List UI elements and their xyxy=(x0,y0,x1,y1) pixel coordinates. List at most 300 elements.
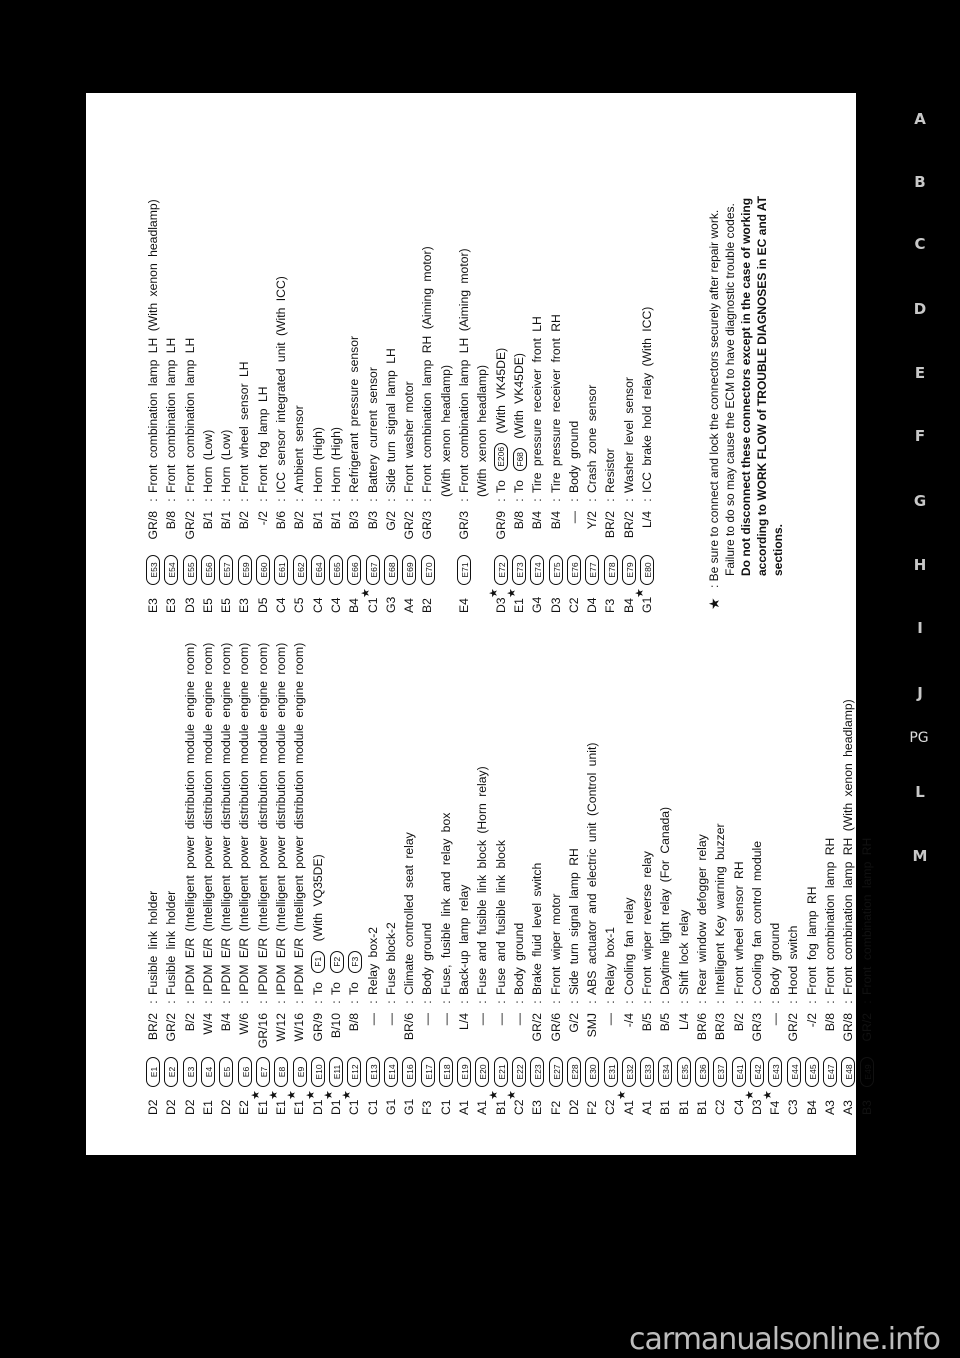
wire-color: — xyxy=(475,1013,490,1026)
wire-color: GR/2 xyxy=(182,511,197,540)
star-icon: ★ xyxy=(762,1090,775,1100)
note-bold-2: according to WORK FLOW of TROUBLE DIAGNOSES in EC and AT xyxy=(755,196,769,576)
connector-description: Hood switch xyxy=(786,925,801,995)
connector-description: Daytime light relay (For Canada) xyxy=(658,806,673,995)
connector-badge: E35 xyxy=(677,1057,691,1087)
connector-row xyxy=(487,643,510,1115)
connector-description: Battery current sensor xyxy=(365,367,380,493)
connector-badge: E12 xyxy=(347,1057,361,1087)
connector-description: Front washer motor xyxy=(402,381,417,493)
separator: : xyxy=(804,1000,819,1004)
connector-description: Horn (Low) xyxy=(200,429,215,493)
connector-description: Climate controlled seat relay xyxy=(402,832,417,995)
connector-badge-inline: F68 xyxy=(513,448,527,471)
connector-badge: E2 xyxy=(164,1057,178,1087)
connector-description: IPDM E/R (Intelligent power distribution module engine room) xyxy=(237,642,252,995)
separator: : xyxy=(237,498,252,502)
wire-color: — xyxy=(365,1013,380,1026)
connector-row xyxy=(382,199,400,613)
grid-location: B4 xyxy=(347,598,362,613)
grid-location: E1 ★ xyxy=(510,591,528,613)
connector-badge: E4 xyxy=(201,1057,215,1087)
connector-description: Front combination lamp LH xyxy=(182,337,197,493)
connector-badge-inline: F3 xyxy=(348,951,362,973)
note-line-1: : Be sure to connect and lock the connectors securely after repair work. xyxy=(707,209,721,588)
connector-description: To F2 xyxy=(327,948,345,995)
connector-description: Intelligent Key warning buzzer xyxy=(713,823,728,995)
grid-location: E1 ★ xyxy=(272,1093,290,1115)
connector-description: Cooling fan relay xyxy=(621,897,636,995)
grid-location: F2 xyxy=(548,1100,563,1115)
connector-list-right xyxy=(144,199,656,613)
connector-description: Resistor xyxy=(603,448,618,493)
grid-location: D3 ★ xyxy=(748,1093,766,1115)
grid-location: G1 xyxy=(402,1098,417,1115)
connector-badge: E75 xyxy=(549,555,563,585)
wire-color: G/2 xyxy=(383,511,398,531)
separator: : xyxy=(640,1000,655,1004)
connector-description: Horn (High) xyxy=(310,427,325,493)
section-tab-pg[interactable]: PG xyxy=(909,730,929,746)
connector-description: Refrigerant pressure sensor xyxy=(347,335,362,493)
separator: : xyxy=(146,498,160,502)
connector-description: Tire pressure receiver front RH xyxy=(548,314,563,493)
connector-row xyxy=(217,643,235,1115)
wire-color: G/2 xyxy=(566,1013,581,1033)
connector-row xyxy=(345,199,363,613)
grid-location: E4 xyxy=(457,598,472,613)
star-icon: ★ xyxy=(505,1090,518,1100)
star-icon: ★ xyxy=(505,588,518,598)
connector-description: Front combination lamp LH xyxy=(164,337,179,493)
connector-description: Front wheel sensor RH xyxy=(731,861,746,995)
grid-location: B1 xyxy=(694,1100,709,1115)
grid-location: A3 xyxy=(841,1100,856,1115)
connector-row xyxy=(839,643,857,1115)
connector-badge: E64 xyxy=(311,555,325,585)
connector-description: Horn (High) xyxy=(328,427,343,493)
wire-color: BR/2 xyxy=(621,511,636,539)
connector-description: Front combination lamp LH (With xenon headlamp) xyxy=(146,199,160,493)
separator: : xyxy=(255,498,270,502)
connector-row-continued xyxy=(473,199,491,613)
wire-color: L/4 xyxy=(676,1013,691,1030)
wire-color: — xyxy=(768,1013,783,1026)
wire-color: B/2 xyxy=(292,511,307,530)
separator: : xyxy=(420,1000,435,1004)
section-tab-m[interactable]: M xyxy=(912,847,928,865)
connector-badge: E31 xyxy=(604,1057,618,1087)
connector-row xyxy=(217,199,235,613)
grid-location: E1 xyxy=(200,1100,215,1115)
grid-location: D4 xyxy=(585,597,600,613)
connector-description: Body ground xyxy=(511,922,526,995)
star-icon: ★ xyxy=(286,1090,299,1100)
connector-description: Horn (Low) xyxy=(219,429,234,493)
separator: : xyxy=(383,1000,398,1004)
separator: : xyxy=(841,1000,856,1004)
connector-row xyxy=(565,199,583,613)
connector-row xyxy=(487,199,510,613)
connector-badge: E44 xyxy=(787,1057,801,1087)
wire-color: B/8 xyxy=(347,1013,362,1032)
separator: : xyxy=(420,498,435,502)
connector-description: Body ground xyxy=(768,922,783,995)
connector-badge: E18 xyxy=(439,1057,453,1087)
separator: : xyxy=(859,1000,874,1004)
grid-location: D3 ★ xyxy=(492,591,510,613)
connector-row xyxy=(418,199,436,613)
grid-location: A3 xyxy=(822,1100,837,1115)
connector-row xyxy=(181,199,199,613)
connector-description: Cooling fan control module xyxy=(749,841,764,995)
grid-location: A1 ★ xyxy=(620,1093,638,1115)
grid-location: E3 xyxy=(164,598,179,613)
connector-badge: E1 xyxy=(146,1057,160,1087)
wire-color: B/4 xyxy=(530,511,545,530)
section-tab-g[interactable]: G xyxy=(913,492,927,510)
connector-description: Relay box-1 xyxy=(603,926,618,995)
grid-location: D1 ★ xyxy=(309,1093,327,1115)
connector-badge: E45 xyxy=(805,1057,819,1087)
connector-description: IPDM E/R (Intelligent power distribution module engine room) xyxy=(219,642,234,995)
section-tab-h[interactable]: H xyxy=(913,556,927,574)
wire-color: GR/3 xyxy=(749,1013,764,1042)
wire-color: B/1 xyxy=(328,511,343,530)
connector-badge: E61 xyxy=(274,555,288,585)
grid-location: C3 xyxy=(786,1099,801,1115)
connector-row xyxy=(327,199,345,613)
connector-badge: E14 xyxy=(384,1057,398,1087)
connector-badge: E22 xyxy=(512,1057,526,1087)
connector-description: IPDM E/R (Intelligent power distribution module engine room) xyxy=(200,642,215,995)
grid-location: F3 xyxy=(603,598,618,613)
connector-row xyxy=(601,199,619,613)
connector-badge: E74 xyxy=(530,555,544,585)
connector-description: Back-up lamp relay xyxy=(457,884,472,995)
connector-description: Fusible link holder xyxy=(164,890,179,995)
connector-badge: E41 xyxy=(732,1057,746,1087)
wire-color: BR/6 xyxy=(402,1013,417,1041)
separator: : xyxy=(621,1000,636,1004)
connector-row xyxy=(634,199,656,613)
grid-location: D2 xyxy=(182,1099,197,1115)
grid-location: E2 xyxy=(237,1100,252,1115)
grid-location: G1 xyxy=(383,1098,398,1115)
connector-badge: E71 xyxy=(457,555,471,585)
connector-row xyxy=(341,643,363,1115)
wire-color: GR/16 xyxy=(255,1013,270,1049)
wire-color: B/8 xyxy=(164,511,179,530)
connector-badge: E70 xyxy=(421,555,435,585)
star-icon: ★ xyxy=(634,588,647,598)
wire-color: BR/6 xyxy=(694,1013,709,1041)
wire-color: Y/2 xyxy=(585,511,600,530)
connector-row xyxy=(547,643,565,1115)
section-tab-b[interactable]: B xyxy=(914,173,926,191)
grid-location: E1 ★ xyxy=(254,1093,272,1115)
connector-badge: E9 xyxy=(293,1057,307,1087)
connector-description: To E206 (With VK45DE) xyxy=(493,347,508,493)
connector-row xyxy=(199,643,217,1115)
wire-color: W/12 xyxy=(274,1013,289,1042)
watermark: carmanualsonline.info xyxy=(629,1322,940,1357)
wire-color: GR/6 xyxy=(548,1013,563,1042)
separator: : xyxy=(566,498,581,502)
grid-location: G3 xyxy=(383,596,398,613)
section-tab-a[interactable]: A xyxy=(914,110,926,128)
wire-color: GR/2 xyxy=(530,1013,545,1042)
connector-row xyxy=(583,199,601,613)
section-tab-c[interactable]: C xyxy=(914,235,926,253)
connector-badge: E30 xyxy=(585,1057,599,1087)
separator: : xyxy=(164,498,179,502)
connector-badge: E6 xyxy=(238,1057,252,1087)
connector-badge: E47 xyxy=(823,1057,837,1087)
grid-location: F2 xyxy=(585,1100,600,1115)
separator: : xyxy=(182,1000,197,1004)
connector-badge: E13 xyxy=(366,1057,380,1087)
wire-color: -/2 xyxy=(255,511,270,526)
wire-color: GR/2 xyxy=(859,1013,874,1042)
separator: : xyxy=(164,1000,179,1004)
connector-badge: E79 xyxy=(622,555,636,585)
grid-location: A4 xyxy=(402,598,417,613)
connector-description: Body ground xyxy=(420,922,435,995)
wire-color: — xyxy=(493,1013,508,1026)
grid-location: D1 ★ xyxy=(327,1093,345,1115)
connector-row xyxy=(290,199,308,613)
separator: : xyxy=(292,1000,307,1004)
separator: : xyxy=(585,498,600,502)
separator: : xyxy=(457,1000,472,1004)
star-icon: ★ xyxy=(304,1090,317,1100)
connector-description: Rear window defogger relay xyxy=(694,834,709,995)
connector-badge: E11 xyxy=(329,1057,343,1087)
section-tab-i[interactable]: I xyxy=(917,619,923,637)
star-icon: ★ xyxy=(249,1090,262,1100)
separator: : xyxy=(822,1000,837,1004)
grid-location: G4 xyxy=(530,596,545,613)
separator: : xyxy=(402,1000,417,1004)
connector-row xyxy=(235,643,253,1115)
connector-description: Side turn signal lamp RH xyxy=(566,848,581,995)
grid-location: D3 xyxy=(548,597,563,613)
connector-row xyxy=(620,199,638,613)
connector-badge-inline: E206 xyxy=(494,443,508,471)
connector-badge: E36 xyxy=(695,1057,709,1087)
connector-badge: E55 xyxy=(183,555,197,585)
connector-description: IPDM E/R (Intelligent power distribution module engine room) xyxy=(274,642,289,995)
grid-location: B1 xyxy=(658,1100,673,1115)
connector-row xyxy=(601,643,619,1115)
connector-row xyxy=(656,643,674,1115)
connector-row xyxy=(254,199,272,613)
connector-badge: E66 xyxy=(347,555,361,585)
wire-color: B/3 xyxy=(347,511,362,530)
connector-row xyxy=(505,199,528,613)
connector-row xyxy=(199,199,217,613)
connector-row xyxy=(322,643,345,1115)
grid-location: E5 xyxy=(219,598,234,613)
connector-badge: E43 xyxy=(768,1057,782,1087)
rotated-content xyxy=(86,93,874,1155)
connector-badge: E57 xyxy=(219,555,233,585)
wire-color: — xyxy=(603,1013,618,1026)
connector-description: Front wheel sensor LH xyxy=(237,361,252,493)
grid-location: B4 xyxy=(804,1100,819,1115)
grid-location: C1 xyxy=(365,1099,380,1115)
wire-color: B/2 xyxy=(731,1013,746,1032)
wire-color: B/4 xyxy=(548,511,563,530)
connector-badge: E48 xyxy=(841,1057,855,1087)
connector-row xyxy=(730,643,748,1115)
connector-row xyxy=(364,643,382,1115)
note-bold-1: Do not disconnect these connectors except in the case of working xyxy=(739,197,753,576)
grid-location: A1 xyxy=(640,1100,655,1115)
manual-page xyxy=(86,93,874,1155)
connector-row xyxy=(675,643,693,1115)
star-icon: ★ xyxy=(268,1090,281,1100)
section-tab-strip xyxy=(876,90,960,990)
grid-location: C4 xyxy=(731,1099,746,1115)
star-icon: ★ xyxy=(322,1090,335,1100)
separator: : xyxy=(237,1000,252,1004)
connector-row xyxy=(418,643,436,1115)
connector-row xyxy=(382,643,400,1115)
connector-badge: E5 xyxy=(219,1057,233,1087)
wire-color: SMJ xyxy=(585,1013,600,1038)
connector-row xyxy=(784,643,802,1115)
separator: : xyxy=(328,498,343,502)
wire-color: L/4 xyxy=(640,511,655,528)
connector-description: Shift lock relay xyxy=(676,909,691,995)
connector-row xyxy=(547,199,565,613)
grid-location: C1 ★ xyxy=(364,591,382,613)
connector-description: Ambient sensor xyxy=(292,405,307,493)
separator: : xyxy=(457,498,472,502)
connector-row xyxy=(144,199,162,613)
connector-description: Brake fluid level switch xyxy=(530,862,545,995)
connector-description: Fuse and fusible link block xyxy=(493,840,508,995)
grid-location: C4 xyxy=(328,597,343,613)
grid-location: D2 xyxy=(164,1099,179,1115)
connector-description: Front combination lamp RH (Aiming motor) xyxy=(420,246,435,493)
wire-color: B/1 xyxy=(310,511,325,530)
grid-location: G1 ★ xyxy=(638,591,656,613)
separator: : xyxy=(274,498,289,502)
connector-row xyxy=(565,643,583,1115)
connector-description: To F1 (With VQ35DE) xyxy=(310,854,325,995)
wire-color: GR/2 xyxy=(164,1013,179,1042)
separator: : xyxy=(566,1000,581,1004)
connector-list-left xyxy=(144,643,876,1115)
wire-color: GR/2 xyxy=(402,511,417,540)
connector-description: Front combination lamp RH xyxy=(822,837,837,995)
wire-color: GR/9 xyxy=(493,511,508,540)
connector-description: (With xenon headlamp) xyxy=(438,365,453,497)
connector-description: Front combination lamp RH xyxy=(859,837,874,995)
connector-row xyxy=(162,643,180,1115)
connector-description: Front combination lamp RH (With xenon headlamp) xyxy=(841,699,856,995)
connector-description: To F3 xyxy=(345,948,363,995)
separator: : xyxy=(694,1000,709,1004)
connector-badge: E20 xyxy=(475,1057,489,1087)
separator: : xyxy=(493,498,508,502)
connector-row xyxy=(803,643,821,1115)
connector-badge: E23 xyxy=(530,1057,544,1087)
grid-location: D2 xyxy=(146,1099,160,1115)
grid-location: A1 xyxy=(475,1100,490,1115)
grid-location: E5 xyxy=(200,598,215,613)
section-tab-e[interactable]: E xyxy=(914,364,926,382)
separator: : xyxy=(713,1000,728,1004)
separator: : xyxy=(548,1000,563,1004)
connector-row xyxy=(762,643,784,1115)
connector-row xyxy=(743,643,766,1115)
connector-description: Fusible link holder xyxy=(146,890,160,995)
section-tab-f[interactable]: F xyxy=(914,427,926,445)
separator: : xyxy=(530,1000,545,1004)
connector-badge: E7 xyxy=(256,1057,270,1087)
connector-badge: E72 xyxy=(494,555,508,585)
separator: : xyxy=(365,498,380,502)
connector-description: Fuse block-2 xyxy=(383,922,398,995)
note-bold-3: sections. xyxy=(771,523,785,576)
connector-description: Relay box-2 xyxy=(365,926,380,995)
section-tab-d[interactable]: D xyxy=(913,300,927,318)
connector-description: Side turn signal lamp LH xyxy=(383,348,398,493)
grid-location: B3 xyxy=(859,1100,874,1115)
separator: : xyxy=(219,1000,234,1004)
grid-location: B4 xyxy=(621,598,636,613)
grid-location: D3 xyxy=(182,597,197,613)
grid-location: C2 xyxy=(713,1099,728,1115)
connector-badge: E3 xyxy=(183,1057,197,1087)
wire-color: B/1 xyxy=(219,511,234,530)
wire-color: — xyxy=(438,1013,453,1026)
connector-row xyxy=(473,643,491,1115)
wire-color: B/1 xyxy=(200,511,215,530)
connector-badge: E21 xyxy=(494,1057,508,1087)
grid-location: D2 xyxy=(566,1099,581,1115)
separator: : xyxy=(255,1000,270,1004)
wire-color: B/5 xyxy=(658,1013,673,1032)
connector-description: ICC brake hold relay (With ICC) xyxy=(640,306,655,493)
connector-row xyxy=(615,643,638,1115)
connector-row xyxy=(693,643,711,1115)
separator: : xyxy=(219,498,234,502)
wire-color: B/5 xyxy=(640,1013,655,1032)
separator: : xyxy=(475,1000,490,1004)
connector-description: Front fog lamp LH xyxy=(255,386,270,493)
section-tab-j[interactable]: J xyxy=(917,684,923,702)
connector-description: ABS actuator and electric unit (Control unit) xyxy=(585,742,600,995)
grid-location: E3 xyxy=(530,1100,545,1115)
grid-location: B1 ★ xyxy=(492,1093,510,1115)
separator: : xyxy=(768,1000,783,1004)
connector-badge: E68 xyxy=(384,555,398,585)
connector-badge: E78 xyxy=(604,555,618,585)
grid-location: E1 ★ xyxy=(290,1093,308,1115)
connector-description: IPDM E/R (Intelligent power distribution module engine room) xyxy=(292,642,307,995)
connector-badge: E28 xyxy=(567,1057,581,1087)
wire-color: B/8 xyxy=(511,511,526,530)
connector-badge: E37 xyxy=(713,1057,727,1087)
connector-row xyxy=(821,643,839,1115)
caution-note xyxy=(706,130,786,610)
section-tab-l[interactable]: L xyxy=(915,783,925,801)
